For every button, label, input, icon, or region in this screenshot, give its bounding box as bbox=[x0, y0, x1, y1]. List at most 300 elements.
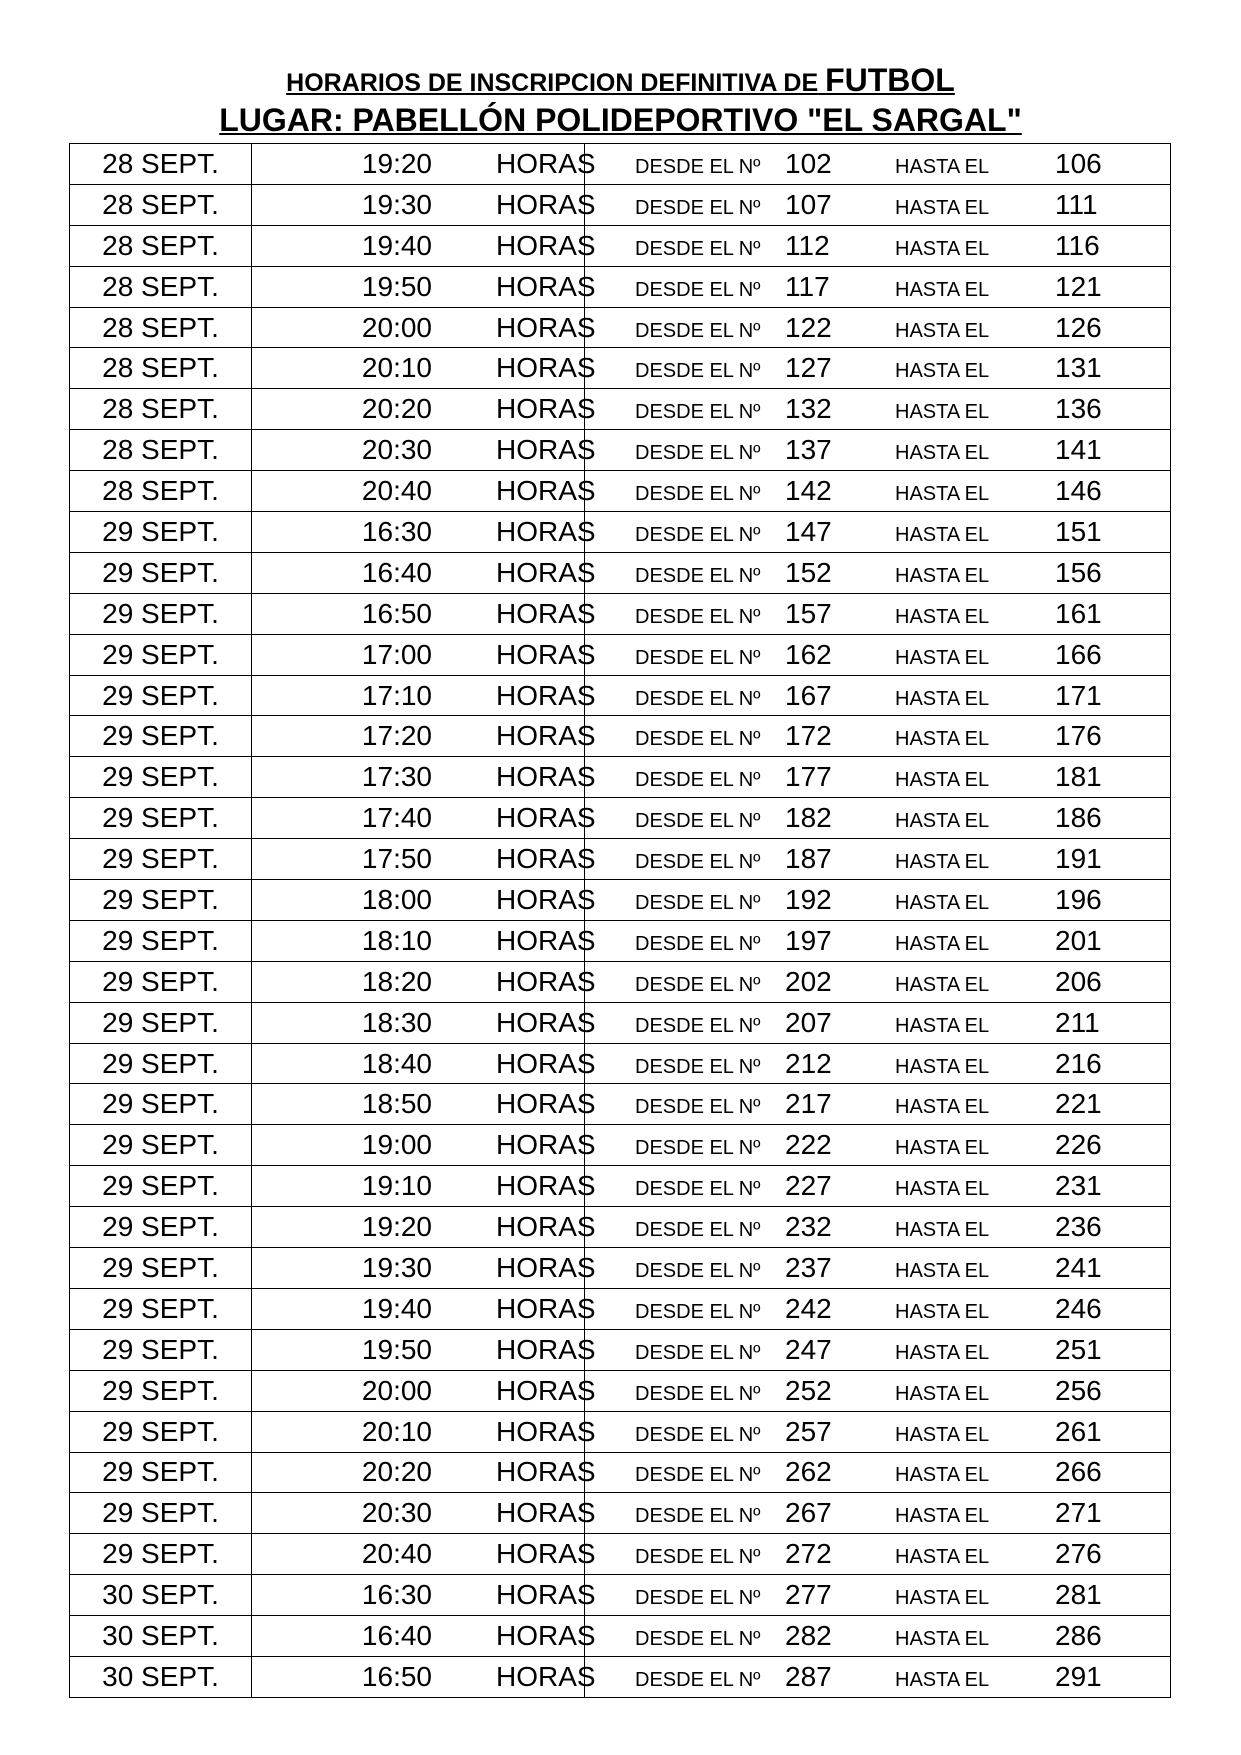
date-cell: 29 SEPT. bbox=[70, 1452, 252, 1493]
table-row bbox=[70, 1493, 1171, 1534]
range-to-value: 171 bbox=[1055, 679, 1102, 711]
time-cell bbox=[252, 552, 596, 593]
horas-label: HORAS bbox=[496, 188, 596, 220]
time-value: 18:40 bbox=[361, 1047, 432, 1079]
range-cell bbox=[585, 1575, 1171, 1616]
range-to-value: 116 bbox=[1055, 229, 1100, 261]
range-from-value: 272 bbox=[785, 1538, 832, 1570]
time-value: 16:50 bbox=[361, 597, 432, 629]
time-value: 17:00 bbox=[361, 638, 432, 670]
range-to-value: 256 bbox=[1055, 1374, 1102, 1406]
desde-label: DESDE EL Nº bbox=[635, 1137, 761, 1160]
range-cell bbox=[585, 839, 1171, 880]
date-cell: 29 SEPT. bbox=[70, 1329, 252, 1370]
desde-label: DESDE EL Nº bbox=[635, 1259, 761, 1282]
time-cell bbox=[252, 1166, 596, 1207]
range-to-value: 186 bbox=[1055, 802, 1102, 834]
hasta-label: HASTA EL bbox=[895, 1219, 990, 1242]
title-prefix: HORARIOS DE INSCRIPCION DEFINITIVA DE bbox=[286, 69, 819, 97]
range-from-value: 162 bbox=[785, 638, 832, 670]
time-cell bbox=[252, 1248, 596, 1289]
table-row bbox=[70, 1288, 1171, 1329]
table-row bbox=[70, 389, 1171, 430]
table-row bbox=[70, 1248, 1171, 1289]
date-cell: 28 SEPT. bbox=[70, 430, 252, 471]
date-cell: 29 SEPT. bbox=[70, 512, 252, 553]
date-cell: 29 SEPT. bbox=[70, 593, 252, 634]
table-row bbox=[70, 1166, 1171, 1207]
range-to-value: 266 bbox=[1055, 1456, 1102, 1488]
date-cell: 30 SEPT. bbox=[70, 1575, 252, 1616]
time-value: 18:00 bbox=[361, 883, 432, 915]
range-cell bbox=[585, 880, 1171, 921]
range-from-value: 257 bbox=[785, 1415, 832, 1447]
range-cell bbox=[585, 1534, 1171, 1575]
horas-label: HORAS bbox=[496, 1620, 596, 1651]
hasta-label: HASTA EL bbox=[895, 769, 990, 792]
range-from-value: 157 bbox=[785, 597, 832, 629]
date-cell: 30 SEPT. bbox=[70, 1616, 252, 1657]
range-to-value: 246 bbox=[1055, 1292, 1102, 1324]
table-row bbox=[70, 920, 1171, 961]
range-from-value: 112 bbox=[785, 229, 830, 261]
range-to-value: 206 bbox=[1055, 965, 1102, 997]
schedule-table bbox=[69, 143, 1171, 1698]
date-cell: 29 SEPT. bbox=[70, 880, 252, 921]
time-value: 19:20 bbox=[361, 1211, 432, 1243]
title-sport: FUTBOL bbox=[825, 62, 955, 98]
desde-label: DESDE EL Nº bbox=[635, 687, 761, 710]
table-row bbox=[70, 348, 1171, 389]
time-cell bbox=[252, 716, 596, 757]
range-cell bbox=[585, 798, 1171, 839]
horas-label: HORAS bbox=[496, 270, 596, 302]
range-cell bbox=[585, 430, 1171, 471]
hasta-label: HASTA EL bbox=[895, 1505, 990, 1528]
desde-label: DESDE EL Nº bbox=[635, 1096, 761, 1119]
range-to-value: 141 bbox=[1055, 434, 1102, 466]
time-cell bbox=[252, 757, 596, 798]
horas-label: HORAS bbox=[496, 393, 596, 425]
date-cell: 29 SEPT. bbox=[70, 1248, 252, 1289]
horas-label: HORAS bbox=[496, 1292, 596, 1324]
horas-label: HORAS bbox=[496, 638, 596, 670]
date-cell: 29 SEPT. bbox=[70, 1166, 252, 1207]
range-to-value: 166 bbox=[1055, 638, 1102, 670]
time-cell bbox=[252, 1329, 596, 1370]
time-value: 19:30 bbox=[361, 188, 432, 220]
date-cell: 29 SEPT. bbox=[70, 839, 252, 880]
time-cell bbox=[252, 348, 596, 389]
table-row bbox=[70, 593, 1171, 634]
time-cell bbox=[252, 961, 596, 1002]
horas-label: HORAS bbox=[496, 1129, 596, 1161]
horas-label: HORAS bbox=[496, 965, 596, 997]
schedule-body bbox=[70, 144, 1171, 1698]
desde-label: DESDE EL Nº bbox=[635, 769, 761, 792]
time-value: 20:00 bbox=[361, 311, 432, 343]
horas-label: HORAS bbox=[496, 597, 596, 629]
horas-label: HORAS bbox=[496, 475, 596, 507]
range-to-value: 136 bbox=[1055, 393, 1102, 425]
hasta-label: HASTA EL bbox=[895, 1300, 990, 1323]
table-row bbox=[70, 471, 1171, 512]
time-value: 20:10 bbox=[361, 352, 432, 384]
range-to-value: 271 bbox=[1055, 1497, 1102, 1529]
horas-label: HORAS bbox=[496, 924, 596, 956]
time-value: 20:30 bbox=[361, 434, 432, 466]
range-to-value: 191 bbox=[1055, 843, 1102, 875]
date-cell: 29 SEPT. bbox=[70, 920, 252, 961]
range-from-value: 217 bbox=[785, 1088, 832, 1120]
time-cell bbox=[252, 1534, 596, 1575]
date-cell: 28 SEPT. bbox=[70, 471, 252, 512]
date-cell: 30 SEPT. bbox=[70, 1656, 252, 1697]
time-cell bbox=[252, 225, 596, 266]
table-row bbox=[70, 757, 1171, 798]
range-cell bbox=[585, 1656, 1171, 1697]
time-value: 17:20 bbox=[361, 720, 432, 752]
table-row bbox=[70, 1411, 1171, 1452]
date-cell: 29 SEPT. bbox=[70, 634, 252, 675]
desde-label: DESDE EL Nº bbox=[635, 442, 761, 465]
table-row bbox=[70, 961, 1171, 1002]
table-row bbox=[70, 634, 1171, 675]
range-to-value: 281 bbox=[1055, 1579, 1102, 1611]
range-cell bbox=[585, 552, 1171, 593]
date-cell: 28 SEPT. bbox=[70, 307, 252, 348]
table-row bbox=[70, 1616, 1171, 1657]
time-cell bbox=[252, 1452, 596, 1493]
date-cell: 28 SEPT. bbox=[70, 144, 252, 185]
range-from-value: 167 bbox=[785, 679, 832, 711]
time-value: 19:50 bbox=[361, 270, 432, 302]
hasta-label: HASTA EL bbox=[895, 687, 990, 710]
range-cell bbox=[585, 1084, 1171, 1125]
desde-label: DESDE EL Nº bbox=[635, 728, 761, 751]
time-value: 18:20 bbox=[361, 965, 432, 997]
hasta-label: HASTA EL bbox=[895, 810, 990, 833]
date-cell: 29 SEPT. bbox=[70, 1493, 252, 1534]
table-row bbox=[70, 184, 1171, 225]
time-cell bbox=[252, 675, 596, 716]
date-cell: 28 SEPT. bbox=[70, 225, 252, 266]
range-to-value: 146 bbox=[1055, 475, 1102, 507]
horas-label: HORAS bbox=[496, 1006, 596, 1038]
range-to-value: 241 bbox=[1055, 1251, 1102, 1283]
table-row bbox=[70, 1207, 1171, 1248]
range-from-value: 267 bbox=[785, 1497, 832, 1529]
range-cell bbox=[585, 1616, 1171, 1657]
range-cell bbox=[585, 757, 1171, 798]
range-cell bbox=[585, 1411, 1171, 1452]
hasta-label: HASTA EL bbox=[895, 1055, 990, 1078]
range-cell bbox=[585, 307, 1171, 348]
table-row bbox=[70, 716, 1171, 757]
range-from-value: 177 bbox=[785, 761, 832, 793]
desde-label: DESDE EL Nº bbox=[635, 810, 761, 833]
desde-label: DESDE EL Nº bbox=[635, 155, 761, 178]
desde-label: DESDE EL Nº bbox=[635, 319, 761, 342]
desde-label: DESDE EL Nº bbox=[635, 1628, 761, 1650]
time-value: 19:30 bbox=[361, 1251, 432, 1283]
hasta-label: HASTA EL bbox=[895, 851, 990, 874]
range-to-value: 216 bbox=[1055, 1047, 1102, 1079]
horas-label: HORAS bbox=[496, 1333, 596, 1365]
range-to-value: 286 bbox=[1055, 1620, 1102, 1651]
table-row bbox=[70, 144, 1171, 185]
desde-label: DESDE EL Nº bbox=[635, 1178, 761, 1201]
hasta-label: HASTA EL bbox=[895, 1014, 990, 1037]
range-to-value: 261 bbox=[1055, 1415, 1102, 1447]
horas-label: HORAS bbox=[496, 1251, 596, 1283]
time-value: 20:30 bbox=[361, 1497, 432, 1529]
range-cell bbox=[585, 593, 1171, 634]
range-cell bbox=[585, 1043, 1171, 1084]
hasta-label: HASTA EL bbox=[895, 564, 990, 587]
time-cell bbox=[252, 1288, 596, 1329]
desde-label: DESDE EL Nº bbox=[635, 237, 761, 260]
hasta-label: HASTA EL bbox=[895, 1423, 990, 1446]
time-value: 19:40 bbox=[361, 229, 432, 261]
range-from-value: 142 bbox=[785, 475, 832, 507]
hasta-label: HASTA EL bbox=[895, 1628, 990, 1650]
range-cell bbox=[585, 1248, 1171, 1289]
time-value: 16:30 bbox=[361, 515, 432, 547]
time-cell bbox=[252, 593, 596, 634]
range-cell bbox=[585, 471, 1171, 512]
time-value: 16:30 bbox=[361, 1579, 432, 1611]
desde-label: DESDE EL Nº bbox=[635, 278, 761, 301]
range-from-value: 277 bbox=[785, 1579, 832, 1611]
time-value: 19:10 bbox=[361, 1170, 432, 1202]
date-cell: 28 SEPT. bbox=[70, 266, 252, 307]
date-cell: 28 SEPT. bbox=[70, 348, 252, 389]
table-row bbox=[70, 430, 1171, 471]
table-row bbox=[70, 1534, 1171, 1575]
desde-label: DESDE EL Nº bbox=[635, 1505, 761, 1528]
hasta-label: HASTA EL bbox=[895, 973, 990, 996]
desde-label: DESDE EL Nº bbox=[635, 932, 761, 955]
date-cell: 29 SEPT. bbox=[70, 757, 252, 798]
hasta-label: HASTA EL bbox=[895, 1096, 990, 1119]
table-row bbox=[70, 839, 1171, 880]
table-row bbox=[70, 1575, 1171, 1616]
horas-label: HORAS bbox=[496, 1088, 596, 1120]
range-from-value: 202 bbox=[785, 965, 832, 997]
hasta-label: HASTA EL bbox=[895, 1259, 990, 1282]
range-cell bbox=[585, 144, 1171, 185]
hasta-label: HASTA EL bbox=[895, 605, 990, 628]
desde-label: DESDE EL Nº bbox=[635, 891, 761, 914]
desde-label: DESDE EL Nº bbox=[635, 401, 761, 424]
hasta-label: HASTA EL bbox=[895, 1668, 990, 1691]
time-value: 19:40 bbox=[361, 1292, 432, 1324]
range-cell bbox=[585, 961, 1171, 1002]
date-cell: 29 SEPT. bbox=[70, 1534, 252, 1575]
desde-label: DESDE EL Nº bbox=[635, 1300, 761, 1323]
time-cell bbox=[252, 144, 596, 185]
desde-label: DESDE EL Nº bbox=[635, 483, 761, 506]
range-from-value: 287 bbox=[785, 1660, 832, 1692]
horas-label: HORAS bbox=[496, 1374, 596, 1406]
horas-label: HORAS bbox=[496, 761, 596, 793]
range-from-value: 152 bbox=[785, 556, 832, 588]
time-value: 17:30 bbox=[361, 761, 432, 793]
range-from-value: 262 bbox=[785, 1456, 832, 1488]
range-from-value: 252 bbox=[785, 1374, 832, 1406]
time-value: 20:20 bbox=[361, 1456, 432, 1488]
time-value: 16:40 bbox=[361, 556, 432, 588]
time-cell bbox=[252, 1084, 596, 1125]
range-from-value: 237 bbox=[785, 1251, 832, 1283]
range-cell bbox=[585, 1452, 1171, 1493]
time-value: 20:20 bbox=[361, 393, 432, 425]
hasta-label: HASTA EL bbox=[895, 237, 990, 260]
range-from-value: 102 bbox=[785, 147, 832, 179]
range-to-value: 226 bbox=[1055, 1129, 1102, 1161]
range-to-value: 251 bbox=[1055, 1333, 1102, 1365]
horas-label: HORAS bbox=[496, 1211, 596, 1243]
time-value: 19:20 bbox=[361, 147, 432, 179]
date-cell: 29 SEPT. bbox=[70, 675, 252, 716]
range-cell bbox=[585, 266, 1171, 307]
hasta-label: HASTA EL bbox=[895, 646, 990, 669]
range-from-value: 192 bbox=[785, 883, 832, 915]
range-cell bbox=[585, 1493, 1171, 1534]
desde-label: DESDE EL Nº bbox=[635, 851, 761, 874]
time-cell bbox=[252, 1207, 596, 1248]
horas-label: HORAS bbox=[496, 1579, 596, 1611]
date-cell: 29 SEPT. bbox=[70, 961, 252, 1002]
range-to-value: 196 bbox=[1055, 883, 1102, 915]
desde-label: DESDE EL Nº bbox=[635, 1014, 761, 1037]
table-row bbox=[70, 307, 1171, 348]
range-cell bbox=[585, 675, 1171, 716]
hasta-label: HASTA EL bbox=[895, 483, 990, 506]
table-row bbox=[70, 266, 1171, 307]
range-to-value: 151 bbox=[1055, 515, 1102, 547]
table-row bbox=[70, 798, 1171, 839]
range-cell bbox=[585, 348, 1171, 389]
horas-label: HORAS bbox=[496, 1456, 596, 1488]
time-cell bbox=[252, 1575, 596, 1616]
range-cell bbox=[585, 1166, 1171, 1207]
time-cell bbox=[252, 389, 596, 430]
range-cell bbox=[585, 1002, 1171, 1043]
time-value: 18:30 bbox=[361, 1006, 432, 1038]
time-cell bbox=[252, 839, 596, 880]
time-value: 17:40 bbox=[361, 802, 432, 834]
horas-label: HORAS bbox=[496, 556, 596, 588]
range-to-value: 211 bbox=[1055, 1006, 1100, 1038]
date-cell: 29 SEPT. bbox=[70, 1084, 252, 1125]
horas-label: HORAS bbox=[496, 679, 596, 711]
hasta-label: HASTA EL bbox=[895, 360, 990, 383]
range-to-value: 181 bbox=[1055, 761, 1102, 793]
range-from-value: 182 bbox=[785, 802, 832, 834]
table-row bbox=[70, 880, 1171, 921]
range-to-value: 161 bbox=[1055, 597, 1102, 629]
time-cell bbox=[252, 1370, 596, 1411]
table-row bbox=[70, 1043, 1171, 1084]
hasta-label: HASTA EL bbox=[895, 401, 990, 424]
hasta-label: HASTA EL bbox=[895, 196, 990, 219]
time-value: 16:40 bbox=[361, 1620, 432, 1651]
range-cell bbox=[585, 716, 1171, 757]
date-cell: 28 SEPT. bbox=[70, 184, 252, 225]
horas-label: HORAS bbox=[496, 802, 596, 834]
range-from-value: 127 bbox=[785, 352, 832, 384]
time-value: 19:50 bbox=[361, 1333, 432, 1365]
time-cell bbox=[252, 1493, 596, 1534]
time-cell bbox=[252, 430, 596, 471]
date-cell: 29 SEPT. bbox=[70, 552, 252, 593]
desde-label: DESDE EL Nº bbox=[635, 196, 761, 219]
hasta-label: HASTA EL bbox=[895, 155, 990, 178]
hasta-label: HASTA EL bbox=[895, 932, 990, 955]
date-cell: 29 SEPT. bbox=[70, 1370, 252, 1411]
range-from-value: 117 bbox=[785, 270, 830, 302]
range-cell bbox=[585, 634, 1171, 675]
range-cell bbox=[585, 184, 1171, 225]
range-to-value: 231 bbox=[1055, 1170, 1102, 1202]
desde-label: DESDE EL Nº bbox=[635, 564, 761, 587]
range-to-value: 291 bbox=[1055, 1660, 1102, 1692]
date-cell: 29 SEPT. bbox=[70, 1002, 252, 1043]
range-cell bbox=[585, 1207, 1171, 1248]
range-to-value: 111 bbox=[1055, 188, 1098, 220]
table-row bbox=[70, 1370, 1171, 1411]
date-cell: 29 SEPT. bbox=[70, 1125, 252, 1166]
table-row bbox=[70, 1125, 1171, 1166]
range-from-value: 232 bbox=[785, 1211, 832, 1243]
range-from-value: 132 bbox=[785, 393, 832, 425]
range-from-value: 122 bbox=[785, 311, 832, 343]
desde-label: DESDE EL Nº bbox=[635, 523, 761, 546]
time-value: 17:10 bbox=[361, 679, 432, 711]
document-title bbox=[0, 62, 1241, 101]
horas-label: HORAS bbox=[496, 720, 596, 752]
time-value: 18:10 bbox=[361, 924, 432, 956]
horas-label: HORAS bbox=[496, 1660, 596, 1692]
range-cell bbox=[585, 920, 1171, 961]
hasta-label: HASTA EL bbox=[895, 1546, 990, 1569]
range-from-value: 242 bbox=[785, 1292, 832, 1324]
horas-label: HORAS bbox=[496, 515, 596, 547]
horas-label: HORAS bbox=[496, 434, 596, 466]
desde-label: DESDE EL Nº bbox=[635, 1668, 761, 1691]
desde-label: DESDE EL Nº bbox=[635, 1219, 761, 1242]
time-cell bbox=[252, 1616, 596, 1657]
hasta-label: HASTA EL bbox=[895, 891, 990, 914]
date-cell: 29 SEPT. bbox=[70, 716, 252, 757]
hasta-label: HASTA EL bbox=[895, 1587, 990, 1610]
time-cell bbox=[252, 184, 596, 225]
document-header bbox=[0, 62, 1241, 139]
hasta-label: HASTA EL bbox=[895, 1178, 990, 1201]
time-cell bbox=[252, 512, 596, 553]
hasta-label: HASTA EL bbox=[895, 278, 990, 301]
range-cell bbox=[585, 225, 1171, 266]
range-to-value: 201 bbox=[1055, 924, 1102, 956]
range-from-value: 197 bbox=[785, 924, 832, 956]
range-from-value: 282 bbox=[785, 1620, 832, 1651]
date-cell: 29 SEPT. bbox=[70, 1043, 252, 1084]
horas-label: HORAS bbox=[496, 1538, 596, 1570]
hasta-label: HASTA EL bbox=[895, 319, 990, 342]
range-to-value: 106 bbox=[1055, 147, 1102, 179]
